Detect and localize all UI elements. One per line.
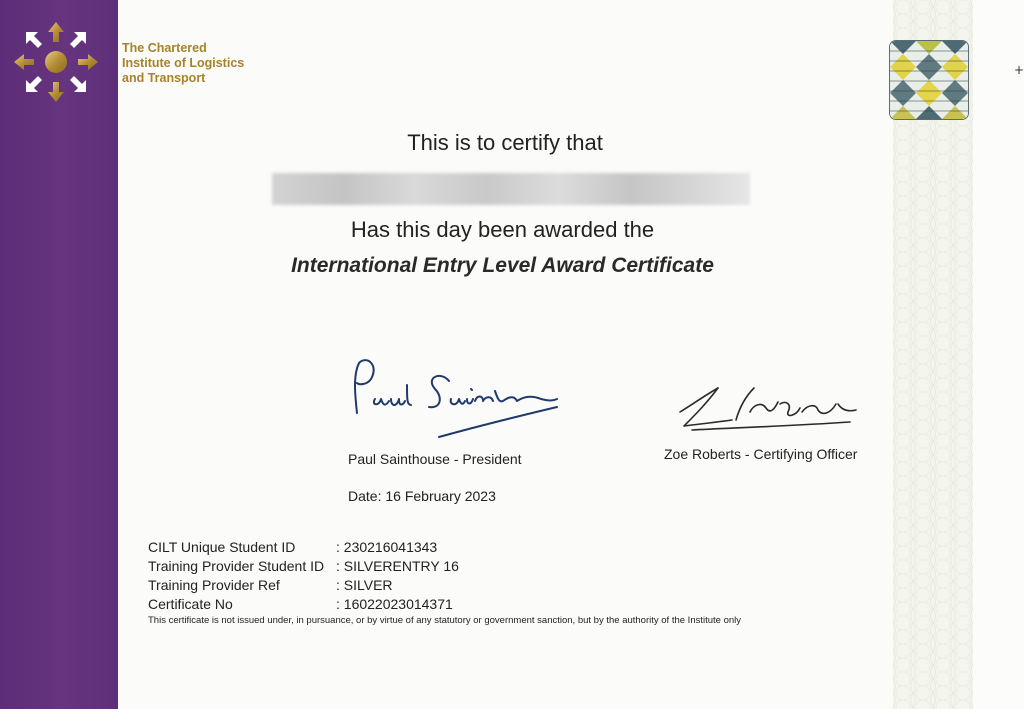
detail-value: : SILVER	[336, 577, 393, 593]
institute-name-line: and Transport	[122, 71, 206, 85]
detail-row	[148, 538, 459, 557]
disclaimer-text: This certificate is not issued under, in pursuance, or by virtue of any statutory or government sanction, but by the authority of the Institute only	[148, 615, 742, 626]
detail-row	[148, 557, 459, 576]
certifying-officer-name: Zoe Roberts - Certifying Officer	[664, 446, 858, 462]
detail-row	[148, 595, 459, 614]
recipient-name-redacted	[272, 173, 750, 205]
institute-name-line: Institute of Logistics	[122, 56, 245, 70]
certify-text: This is to certify that	[407, 130, 603, 155]
detail-value: : 16022023014371	[336, 596, 453, 612]
right-margin	[973, 0, 1024, 709]
edge-registration-mark: +	[1014, 63, 1024, 77]
detail-row	[148, 576, 459, 595]
detail-label: Training Provider Ref	[148, 577, 280, 593]
hologram-seal-icon	[890, 41, 968, 119]
cilt-emblem-icon	[12, 20, 100, 104]
detail-label: Certificate No	[148, 596, 233, 612]
president-signature	[345, 355, 560, 440]
institute-name-line: The Chartered	[122, 41, 207, 55]
president-name: Paul Sainthouse - President	[348, 451, 522, 467]
detail-value: : 230216041343	[336, 539, 438, 555]
institute-name	[122, 41, 282, 86]
detail-label: Training Provider Student ID	[148, 558, 325, 574]
award-title: International Entry Level Award Certificate	[291, 254, 714, 277]
detail-value: : SILVERENTRY 16	[336, 558, 459, 574]
certificate-date: Date: 16 February 2023	[348, 488, 496, 504]
detail-label: CILT Unique Student ID	[148, 539, 296, 555]
purple-side-band	[0, 0, 118, 709]
student-details	[148, 538, 459, 614]
awarded-text: Has this day been awarded the	[350, 217, 655, 242]
certifying-officer-signature	[670, 382, 860, 434]
